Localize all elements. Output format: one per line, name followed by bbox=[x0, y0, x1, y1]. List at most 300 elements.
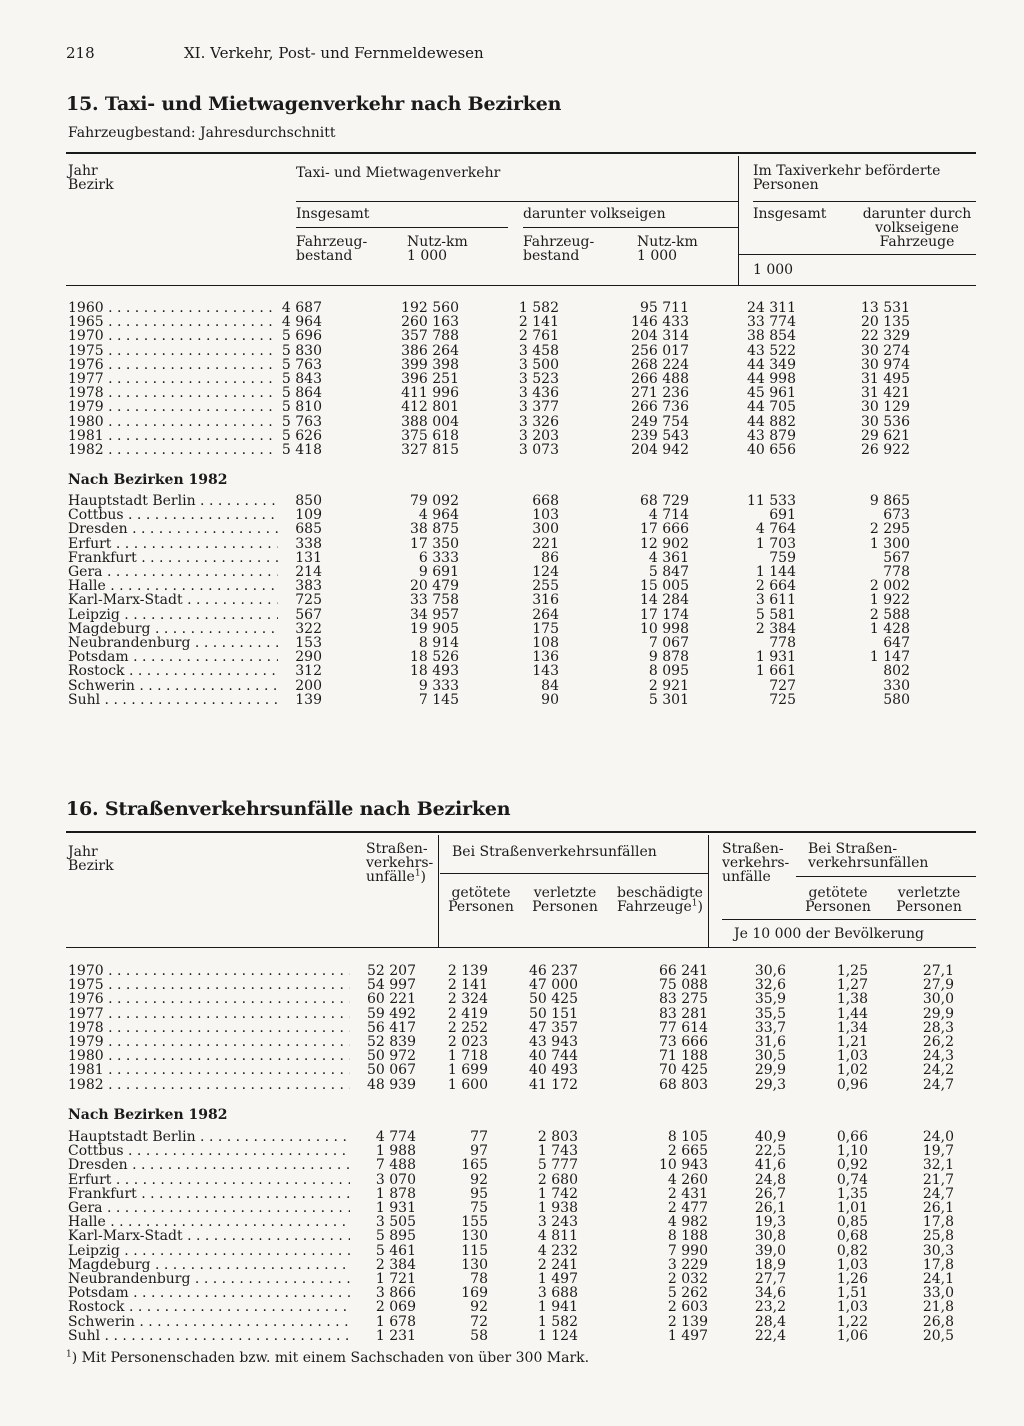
cell-value: 22,4 bbox=[754, 1327, 786, 1344]
cell-value: 22,5 bbox=[754, 1143, 786, 1160]
cell-value: 33,7 bbox=[754, 1019, 786, 1036]
cell-value: 24,7 bbox=[922, 1185, 954, 1202]
cell-value: 3 377 bbox=[518, 399, 559, 416]
cell-value: 35,5 bbox=[754, 1005, 786, 1022]
cell-value: 19,7 bbox=[922, 1143, 954, 1160]
cell-value: 8 095 bbox=[648, 663, 689, 680]
cell-value: 778 bbox=[883, 564, 910, 580]
cell-value: 26,1 bbox=[922, 1200, 954, 1216]
cell-value: 1,02 bbox=[836, 1062, 868, 1079]
cell-value: 38 854 bbox=[747, 328, 796, 345]
cell-value: 21,7 bbox=[922, 1171, 954, 1188]
cell-value: 1 988 bbox=[375, 1143, 416, 1160]
cell-value: 20,5 bbox=[922, 1327, 954, 1344]
cell-value: 143 bbox=[532, 663, 559, 680]
cell-value: 9 691 bbox=[418, 564, 459, 580]
cell-value: 7 488 bbox=[375, 1157, 416, 1174]
cell-value: 0,96 bbox=[836, 1076, 868, 1093]
cell-value: 1 703 bbox=[755, 535, 796, 552]
cell-value: 44 882 bbox=[747, 413, 796, 430]
cell-value: 31 495 bbox=[861, 371, 910, 387]
cell-value: 5 581 bbox=[755, 606, 796, 623]
cell-value: 20 479 bbox=[410, 578, 459, 595]
cell-value: 175 bbox=[532, 620, 559, 637]
cell-value: 47 357 bbox=[529, 1019, 578, 1036]
row-label: 1970 . . . bbox=[68, 964, 350, 978]
cell-value: 24,3 bbox=[922, 1048, 954, 1065]
cell-value: 21,8 bbox=[922, 1299, 954, 1316]
cell-value: 40 656 bbox=[747, 442, 796, 458]
cell-value: 24,0 bbox=[922, 1129, 954, 1145]
cell-value: 28,4 bbox=[754, 1313, 786, 1330]
cell-value: 29,9 bbox=[754, 1062, 786, 1079]
cell-value: 290 bbox=[295, 649, 322, 666]
cell-value: 2 141 bbox=[518, 314, 559, 331]
cell-value: 43 943 bbox=[529, 1034, 578, 1050]
cell-value: 3 203 bbox=[518, 427, 559, 444]
footnote: $^1$) Mit Personenschaden bzw. mit einem Sachschaden von über 300 Mark. bbox=[66, 1349, 590, 1366]
row-label: Leipzig . . . bbox=[68, 608, 278, 622]
cell-value: 47 000 bbox=[529, 977, 578, 994]
cell-value: 32,6 bbox=[754, 977, 786, 994]
cell-value: 24 311 bbox=[747, 300, 796, 316]
cell-value: 26,7 bbox=[754, 1185, 786, 1202]
cell-value: 30 129 bbox=[861, 399, 910, 416]
cell-value: 0,82 bbox=[836, 1242, 868, 1259]
cell-value: 4 964 bbox=[418, 507, 459, 524]
cell-value: 2 252 bbox=[447, 1019, 488, 1036]
cell-value: 5 864 bbox=[281, 385, 322, 402]
cell-value: 30 274 bbox=[861, 342, 910, 359]
cell-value: 8 188 bbox=[667, 1228, 708, 1245]
cell-value: 1 428 bbox=[869, 620, 910, 637]
row-label: 1976 . . . bbox=[68, 992, 350, 1006]
cell-value: 43 522 bbox=[747, 342, 796, 359]
cell-value: 266 488 bbox=[631, 371, 689, 387]
row-label: 1975 . . . bbox=[68, 344, 278, 358]
cell-value: 90 bbox=[541, 691, 559, 708]
cell-value: 2 324 bbox=[447, 991, 488, 1008]
row-label: Frankfurt . . . bbox=[68, 1187, 350, 1201]
cell-value: 130 bbox=[461, 1228, 488, 1245]
cell-value: 691 bbox=[769, 507, 796, 524]
row-label: 1979 . . . bbox=[68, 400, 278, 414]
cell-value: 312 bbox=[295, 663, 322, 680]
cell-value: 375 618 bbox=[401, 427, 459, 444]
row-label: Erfurt . . . bbox=[68, 1173, 350, 1187]
row-label: Suhl . . . bbox=[68, 1329, 350, 1343]
table16-stub-head: Jahr Bezirk bbox=[68, 844, 114, 874]
cell-value: 169 bbox=[461, 1285, 488, 1302]
cell-value: 0,68 bbox=[836, 1228, 868, 1245]
row-label: 1982 . . . bbox=[68, 443, 278, 457]
table15-group-b: Im Taxiverkehr beförderte Personen bbox=[753, 163, 941, 193]
cell-value: 27,9 bbox=[922, 977, 954, 994]
cell-value: 5 763 bbox=[281, 356, 322, 373]
table15-title: 15. Taxi- und Mietwagenverkehr nach Bezirken bbox=[66, 93, 562, 115]
cell-value: 3 070 bbox=[375, 1171, 416, 1188]
cell-value: 34,6 bbox=[754, 1285, 786, 1302]
cell-value: 97 bbox=[470, 1143, 488, 1160]
cell-value: 6 333 bbox=[418, 549, 459, 566]
cell-value: 18 493 bbox=[410, 663, 459, 680]
row-label: 1981 . . . bbox=[68, 1063, 350, 1077]
cell-value: 5 418 bbox=[281, 442, 322, 458]
cell-value: 39,0 bbox=[754, 1242, 786, 1259]
cell-value: 11 533 bbox=[747, 493, 796, 509]
row-label: Hauptstadt Berlin . . . bbox=[68, 1130, 350, 1144]
cell-value: 23,2 bbox=[754, 1299, 786, 1316]
cell-value: 1 721 bbox=[375, 1271, 416, 1287]
row-label: Karl-Marx-Stadt . . . bbox=[68, 1229, 350, 1243]
cell-value: 34 957 bbox=[410, 606, 459, 623]
cell-value: 56 417 bbox=[367, 1019, 416, 1036]
cell-value: 1,22 bbox=[836, 1313, 868, 1330]
cell-value: 264 bbox=[532, 606, 559, 623]
cell-value: 1 231 bbox=[375, 1327, 416, 1344]
cell-value: 30 974 bbox=[861, 356, 910, 373]
cell-value: 1,03 bbox=[836, 1048, 868, 1065]
cell-value: 1,01 bbox=[836, 1200, 868, 1216]
row-label: Cottbus . . . bbox=[68, 1144, 350, 1158]
cell-value: 383 bbox=[295, 578, 322, 595]
row-label: 1980 . . . bbox=[68, 415, 278, 429]
cell-value: 399 398 bbox=[401, 356, 459, 373]
cell-value: 1,06 bbox=[836, 1327, 868, 1344]
table16-unfaelle2-head: Straßen- verkehrs- unfälle bbox=[722, 841, 790, 885]
row-label: 1960 . . . bbox=[68, 301, 278, 315]
row-label: 1977 . . . bbox=[68, 372, 278, 386]
cell-value: 647 bbox=[883, 635, 910, 651]
cell-value: 1 497 bbox=[667, 1327, 708, 1344]
cell-value: 2 295 bbox=[869, 521, 910, 538]
cell-value: 92 bbox=[470, 1171, 488, 1188]
row-label: Erfurt . . . bbox=[68, 537, 278, 551]
cell-value: 327 815 bbox=[401, 442, 459, 458]
cell-value: 17 666 bbox=[640, 521, 689, 538]
cell-value: 3 611 bbox=[755, 592, 796, 609]
cell-value: 165 bbox=[461, 1157, 488, 1174]
cell-value: 850 bbox=[295, 493, 322, 509]
table16-verletzte2: verletzte Personen bbox=[896, 885, 962, 915]
row-label: Dresden . . . bbox=[68, 522, 278, 536]
cell-value: 77 614 bbox=[659, 1019, 708, 1036]
cell-value: 103 bbox=[532, 507, 559, 524]
cell-value: 7 990 bbox=[667, 1242, 708, 1259]
cell-value: 155 bbox=[461, 1214, 488, 1231]
cell-value: 9 865 bbox=[869, 493, 910, 509]
cell-value: 33 758 bbox=[410, 592, 459, 609]
row-label: Rostock . . . bbox=[68, 664, 278, 678]
cell-value: 33,0 bbox=[922, 1285, 954, 1302]
cell-value: 18 526 bbox=[410, 649, 459, 666]
row-label: Magdeburg . . . bbox=[68, 1258, 350, 1272]
cell-value: 95 bbox=[470, 1185, 488, 1202]
table15-fahrzeugbestand-b: Fahrzeug- bestand bbox=[523, 234, 595, 264]
cell-value: 24,1 bbox=[922, 1271, 954, 1287]
table16-per-pop: Je 10 000 der Bevölkerung bbox=[734, 926, 925, 942]
cell-value: 1 147 bbox=[869, 649, 910, 666]
cell-value: 725 bbox=[769, 691, 796, 708]
cell-value: 1 699 bbox=[447, 1062, 488, 1079]
cell-value: 72 bbox=[470, 1313, 488, 1330]
cell-value: 673 bbox=[883, 507, 910, 524]
cell-value: 29,3 bbox=[754, 1076, 786, 1093]
cell-value: 4 687 bbox=[281, 300, 322, 316]
cell-value: 4 361 bbox=[648, 549, 689, 566]
cell-value: 43 879 bbox=[747, 427, 796, 444]
cell-value: 5 847 bbox=[648, 564, 689, 580]
cell-value: 0,92 bbox=[836, 1157, 868, 1174]
row-label: Schwerin . . . bbox=[68, 1315, 350, 1329]
row-label: 1980 . . . bbox=[68, 1049, 350, 1063]
row-label: Potsdam . . . bbox=[68, 1286, 350, 1300]
cell-value: 68 729 bbox=[640, 493, 689, 509]
cell-value: 26,8 bbox=[922, 1313, 954, 1330]
cell-value: 18,9 bbox=[754, 1256, 786, 1273]
table15-subtitle: Fahrzeugbestand: Jahresdurchschnitt bbox=[68, 125, 336, 141]
cell-value: 2 603 bbox=[667, 1299, 708, 1316]
cell-value: 40 493 bbox=[529, 1062, 578, 1079]
cell-value: 1,03 bbox=[836, 1299, 868, 1316]
row-label: 1975 . . . bbox=[68, 978, 350, 992]
cell-value: 79 092 bbox=[410, 493, 459, 509]
cell-value: 2 241 bbox=[537, 1256, 578, 1273]
cell-value: 109 bbox=[295, 507, 322, 524]
cell-value: 2 139 bbox=[447, 963, 488, 979]
cell-value: 60 221 bbox=[367, 991, 416, 1008]
cell-value: 40,9 bbox=[754, 1129, 786, 1145]
cell-value: 204 314 bbox=[631, 328, 689, 345]
cell-value: 32,1 bbox=[922, 1157, 954, 1174]
cell-value: 1 678 bbox=[375, 1313, 416, 1330]
cell-value: 3 326 bbox=[518, 413, 559, 430]
cell-value: 26,2 bbox=[922, 1034, 954, 1050]
cell-value: 5 262 bbox=[667, 1285, 708, 1302]
cell-value: 9 333 bbox=[418, 677, 459, 694]
cell-value: 92 bbox=[470, 1299, 488, 1316]
cell-value: 2 588 bbox=[869, 606, 910, 623]
cell-value: 300 bbox=[532, 521, 559, 538]
cell-value: 2 431 bbox=[667, 1185, 708, 1202]
cell-value: 50 151 bbox=[529, 1005, 578, 1022]
cell-value: 28,3 bbox=[922, 1019, 954, 1036]
cell-value: 66 241 bbox=[659, 963, 708, 979]
cell-value: 4 982 bbox=[667, 1214, 708, 1231]
cell-value: 124 bbox=[532, 564, 559, 580]
cell-value: 2 680 bbox=[537, 1171, 578, 1188]
cell-value: 567 bbox=[883, 549, 910, 566]
cell-value: 78 bbox=[470, 1271, 488, 1287]
cell-value: 30,5 bbox=[754, 1048, 786, 1065]
cell-value: 3 458 bbox=[518, 342, 559, 359]
cell-value: 10 943 bbox=[659, 1157, 708, 1174]
cell-value: 1 718 bbox=[447, 1048, 488, 1065]
cell-value: 84 bbox=[541, 677, 559, 694]
table15-darunter-fahrzeuge: darunter durch volkseigene Fahrzeuge bbox=[862, 206, 972, 250]
section-label: Nach Bezirken 1982 bbox=[68, 1107, 228, 1123]
cell-value: 1 300 bbox=[869, 535, 910, 552]
cell-value: 1 938 bbox=[537, 1200, 578, 1216]
row-label: Halle . . . bbox=[68, 1215, 350, 1229]
cell-value: 4 811 bbox=[537, 1228, 578, 1245]
cell-value: 668 bbox=[532, 493, 559, 509]
cell-value: 411 996 bbox=[401, 385, 459, 402]
cell-value: 5 626 bbox=[281, 427, 322, 444]
page-number: 218 bbox=[66, 44, 95, 62]
cell-value: 29,9 bbox=[922, 1005, 954, 1022]
cell-value: 26,1 bbox=[754, 1200, 786, 1216]
row-label: Potsdam . . . bbox=[68, 650, 278, 664]
row-label: 1977 . . . bbox=[68, 1007, 350, 1021]
cell-value: 83 281 bbox=[659, 1005, 708, 1022]
cell-value: 260 163 bbox=[401, 314, 459, 331]
cell-value: 1,03 bbox=[836, 1256, 868, 1273]
cell-value: 27,1 bbox=[922, 963, 954, 979]
cell-value: 239 543 bbox=[631, 427, 689, 444]
cell-value: 1,44 bbox=[836, 1005, 868, 1022]
cell-value: 2 761 bbox=[518, 328, 559, 345]
cell-value: 30,6 bbox=[754, 963, 786, 979]
cell-value: 204 942 bbox=[631, 442, 689, 458]
cell-value: 5 301 bbox=[648, 691, 689, 708]
cell-value: 4 774 bbox=[375, 1129, 416, 1145]
cell-value: 46 237 bbox=[529, 963, 578, 979]
cell-value: 2 002 bbox=[869, 578, 910, 595]
cell-value: 580 bbox=[883, 691, 910, 708]
cell-value: 759 bbox=[769, 549, 796, 566]
cell-value: 1 931 bbox=[755, 649, 796, 666]
cell-value: 2 069 bbox=[375, 1299, 416, 1316]
cell-value: 685 bbox=[295, 521, 322, 538]
cell-value: 86 bbox=[541, 549, 559, 566]
row-label: Rostock . . . bbox=[68, 1300, 350, 1314]
table15-unit-b: 1 000 bbox=[753, 262, 794, 278]
cell-value: 268 224 bbox=[631, 356, 689, 373]
cell-value: 338 bbox=[295, 535, 322, 552]
cell-value: 59 492 bbox=[367, 1005, 416, 1022]
row-label: 1978 . . . bbox=[68, 1021, 350, 1035]
cell-value: 249 754 bbox=[631, 413, 689, 430]
cell-value: 24,7 bbox=[922, 1076, 954, 1093]
table16-group-b: Bei Straßen- verkehrsunfällen bbox=[808, 841, 929, 871]
cell-value: 19,3 bbox=[754, 1214, 786, 1231]
cell-value: 1 600 bbox=[447, 1076, 488, 1093]
table16-body bbox=[68, 0, 976, 1426]
table16-getoetete: getötete Personen bbox=[448, 885, 514, 915]
table15-darunter-volkseigen: darunter volkseigen bbox=[523, 206, 666, 222]
cell-value: 2 141 bbox=[447, 977, 488, 994]
cell-value: 20 135 bbox=[861, 314, 910, 331]
cell-value: 1 743 bbox=[537, 1143, 578, 1160]
cell-value: 70 425 bbox=[659, 1062, 708, 1079]
row-label: Cottbus . . . bbox=[68, 508, 278, 522]
cell-value: 214 bbox=[295, 564, 322, 580]
cell-value: 4 714 bbox=[648, 507, 689, 524]
table16-getoetete2: getötete Personen bbox=[805, 885, 871, 915]
table15-insgesamt: Insgesamt bbox=[296, 206, 370, 222]
cell-value: 5 843 bbox=[281, 371, 322, 387]
cell-value: 30,3 bbox=[922, 1242, 954, 1259]
cell-value: 108 bbox=[532, 635, 559, 651]
cell-value: 71 188 bbox=[659, 1048, 708, 1065]
cell-value: 52 207 bbox=[367, 963, 416, 979]
table15-group-a: Taxi- und Mietwagenverkehr bbox=[296, 165, 501, 181]
cell-value: 1,34 bbox=[836, 1019, 868, 1036]
cell-value: 1 497 bbox=[537, 1271, 578, 1287]
row-label: Schwerin . . . bbox=[68, 679, 278, 693]
cell-value: 12 902 bbox=[640, 535, 689, 552]
cell-value: 44 705 bbox=[747, 399, 796, 416]
cell-value: 1 742 bbox=[537, 1185, 578, 1202]
cell-value: 357 788 bbox=[401, 328, 459, 345]
cell-value: 8 914 bbox=[418, 635, 459, 651]
cell-value: 5 763 bbox=[281, 413, 322, 430]
cell-value: 1,25 bbox=[836, 963, 868, 979]
cell-value: 75 088 bbox=[659, 977, 708, 994]
cell-value: 50 067 bbox=[367, 1062, 416, 1079]
cell-value: 14 284 bbox=[640, 592, 689, 609]
cell-value: 2 384 bbox=[755, 620, 796, 637]
cell-value: 8 105 bbox=[667, 1129, 708, 1145]
row-label: Neubrandenburg . . . bbox=[68, 636, 278, 650]
cell-value: 1 582 bbox=[537, 1313, 578, 1330]
cell-value: 50 425 bbox=[529, 991, 578, 1008]
cell-value: 1,38 bbox=[836, 991, 868, 1008]
cell-value: 29 621 bbox=[861, 427, 910, 444]
table15-fahrzeugbestand-a: Fahrzeug- bestand bbox=[296, 234, 368, 264]
cell-value: 10 998 bbox=[640, 620, 689, 637]
cell-value: 322 bbox=[295, 620, 322, 637]
row-label: Hauptstadt Berlin . . . bbox=[68, 494, 278, 508]
cell-value: 1 878 bbox=[375, 1185, 416, 1202]
chapter-title: XI. Verkehr, Post- und Fernmeldewesen bbox=[184, 44, 484, 62]
cell-value: 95 711 bbox=[640, 300, 689, 316]
cell-value: 266 736 bbox=[631, 399, 689, 416]
cell-value: 44 349 bbox=[747, 356, 796, 373]
cell-value: 17 174 bbox=[640, 606, 689, 623]
cell-value: 2 384 bbox=[375, 1256, 416, 1273]
cell-value: 1 144 bbox=[755, 564, 796, 580]
row-label: Gera . . . bbox=[68, 1201, 350, 1215]
row-label: Halle . . . bbox=[68, 579, 278, 593]
cell-value: 54 997 bbox=[367, 977, 416, 994]
cell-value: 2 921 bbox=[648, 677, 689, 694]
cell-value: 33 774 bbox=[747, 314, 796, 331]
cell-value: 5 830 bbox=[281, 342, 322, 359]
cell-value: 5 895 bbox=[375, 1228, 416, 1245]
cell-value: 192 560 bbox=[401, 300, 459, 316]
cell-value: 115 bbox=[461, 1242, 488, 1259]
table15-nutzkm-b: Nutz-km 1 000 bbox=[637, 234, 698, 264]
cell-value: 255 bbox=[532, 578, 559, 595]
cell-value: 4 232 bbox=[537, 1242, 578, 1259]
cell-value: 256 017 bbox=[631, 342, 689, 359]
table16-unfaelle-head: Straßen- verkehrs- unfälle$^1$) bbox=[366, 841, 434, 885]
cell-value: 727 bbox=[769, 677, 796, 694]
cell-value: 31 421 bbox=[861, 385, 910, 402]
cell-value: 35,9 bbox=[754, 991, 786, 1008]
cell-value: 30 536 bbox=[861, 413, 910, 430]
cell-value: 200 bbox=[295, 677, 322, 694]
cell-value: 1,35 bbox=[836, 1185, 868, 1202]
cell-value: 3 500 bbox=[518, 356, 559, 373]
table16-group-a: Bei Straßenverkehrsunfällen bbox=[452, 844, 657, 860]
cell-value: 4 964 bbox=[281, 314, 322, 331]
cell-value: 2 664 bbox=[755, 578, 796, 595]
cell-value: 386 264 bbox=[401, 342, 459, 359]
cell-value: 146 433 bbox=[631, 314, 689, 331]
